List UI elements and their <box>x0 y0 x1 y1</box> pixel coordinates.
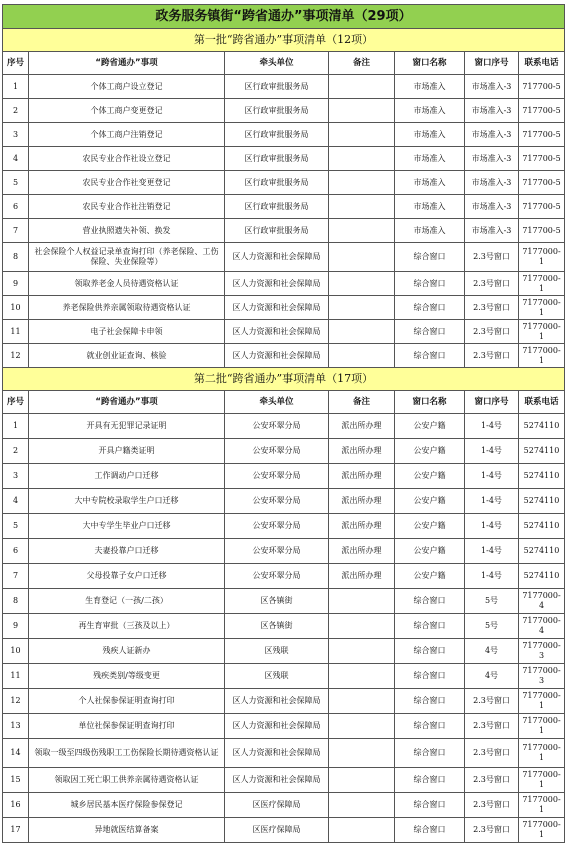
column-header: 联系电话 <box>519 391 565 414</box>
window-name-cell: 公安户籍 <box>395 564 465 589</box>
lead-unit-cell: 公安环翠分局 <box>225 414 329 439</box>
service-item-cell: 就业创业证查询、核验 <box>29 344 225 368</box>
lead-unit-cell: 区行政审批服务局 <box>225 75 329 99</box>
remark-cell <box>329 99 395 123</box>
column-header-row <box>3 52 565 75</box>
serial-number-cell: 11 <box>3 664 29 689</box>
table-row <box>3 793 565 818</box>
lead-unit-cell: 公安环翠分局 <box>225 539 329 564</box>
window-name-cell: 市场准入 <box>395 147 465 171</box>
window-name-cell: 综合窗口 <box>395 296 465 320</box>
table-row <box>3 439 565 464</box>
service-item-cell: 营业执照遗失补领、换发 <box>29 219 225 243</box>
phone-cell: 7177000-1 <box>519 344 565 368</box>
phone-cell: 717700-5 <box>519 195 565 219</box>
phone-cell: 5274110 <box>519 489 565 514</box>
table-row <box>3 414 565 439</box>
lead-unit-cell: 区人力资源和社会保障局 <box>225 344 329 368</box>
remark-cell <box>329 589 395 614</box>
service-item-cell: 领取养老金人员待遇资格认证 <box>29 272 225 296</box>
window-name-cell: 综合窗口 <box>395 714 465 739</box>
serial-number-cell: 10 <box>3 296 29 320</box>
window-name-cell: 综合窗口 <box>395 768 465 793</box>
remark-cell: 派出所办理 <box>329 514 395 539</box>
column-header: 窗口名称 <box>395 391 465 414</box>
service-item-cell: 电子社会保障卡申领 <box>29 320 225 344</box>
window-number-cell: 2.3号窗口 <box>465 272 519 296</box>
window-name-cell: 综合窗口 <box>395 793 465 818</box>
table-row <box>3 739 565 768</box>
serial-number-cell: 6 <box>3 195 29 219</box>
service-item-cell: 领取一级至四级伤残职工工伤保险长期待遇资格认证 <box>29 739 225 768</box>
serial-number-cell: 10 <box>3 639 29 664</box>
remark-cell: 派出所办理 <box>329 539 395 564</box>
service-item-cell: 父母投靠子女户口迁移 <box>29 564 225 589</box>
window-number-cell: 市场准入-3 <box>465 75 519 99</box>
table-row <box>3 714 565 739</box>
document <box>2 4 564 843</box>
window-number-cell: 1-4号 <box>465 464 519 489</box>
table-row <box>3 818 565 843</box>
serial-number-cell: 1 <box>3 414 29 439</box>
service-item-cell: 农民专业合作社设立登记 <box>29 147 225 171</box>
serial-number-cell: 8 <box>3 243 29 272</box>
lead-unit-cell: 区医疗保障局 <box>225 818 329 843</box>
phone-cell: 7177000-1 <box>519 243 565 272</box>
lead-unit-cell: 区行政审批服务局 <box>225 171 329 195</box>
service-item-cell: 残疾类别/等级变更 <box>29 664 225 689</box>
column-header: 备注 <box>329 52 395 75</box>
service-list-table <box>2 4 565 843</box>
remark-cell <box>329 219 395 243</box>
phone-cell: 717700-5 <box>519 147 565 171</box>
window-name-cell: 公安户籍 <box>395 464 465 489</box>
lead-unit-cell: 区行政审批服务局 <box>225 147 329 171</box>
serial-number-cell: 7 <box>3 564 29 589</box>
window-number-cell: 市场准入-3 <box>465 219 519 243</box>
window-number-cell: 2.3号窗口 <box>465 739 519 768</box>
table-row <box>3 243 565 272</box>
phone-cell: 717700-5 <box>519 171 565 195</box>
lead-unit-cell: 公安环翠分局 <box>225 514 329 539</box>
window-number-cell: 1-4号 <box>465 539 519 564</box>
column-header: “跨省通办”事项 <box>29 52 225 75</box>
window-name-cell: 公安户籍 <box>395 489 465 514</box>
table-row <box>3 195 565 219</box>
window-number-cell: 2.3号窗口 <box>465 296 519 320</box>
window-number-cell: 2.3号窗口 <box>465 768 519 793</box>
remark-cell <box>329 75 395 99</box>
remark-cell <box>329 664 395 689</box>
remark-cell: 派出所办理 <box>329 464 395 489</box>
column-header: 联系电话 <box>519 52 565 75</box>
remark-cell <box>329 195 395 219</box>
remark-cell <box>329 320 395 344</box>
remark-cell <box>329 639 395 664</box>
lead-unit-cell: 区人力资源和社会保障局 <box>225 320 329 344</box>
table-row <box>3 639 565 664</box>
phone-cell: 7177000-1 <box>519 793 565 818</box>
remark-cell <box>329 768 395 793</box>
batch-header-row <box>3 29 565 52</box>
phone-cell: 7177000-4 <box>519 589 565 614</box>
service-item-cell: 工作调动户口迁移 <box>29 464 225 489</box>
remark-cell: 派出所办理 <box>329 564 395 589</box>
window-number-cell: 5号 <box>465 589 519 614</box>
window-name-cell: 综合窗口 <box>395 272 465 296</box>
window-number-cell: 2.3号窗口 <box>465 714 519 739</box>
window-number-cell: 2.3号窗口 <box>465 818 519 843</box>
remark-cell <box>329 793 395 818</box>
phone-cell: 5274110 <box>519 514 565 539</box>
lead-unit-cell: 公安环翠分局 <box>225 464 329 489</box>
serial-number-cell: 17 <box>3 818 29 843</box>
lead-unit-cell: 区行政审批服务局 <box>225 99 329 123</box>
service-item-cell: 残疾人证新办 <box>29 639 225 664</box>
column-header: 序号 <box>3 52 29 75</box>
window-name-cell: 综合窗口 <box>395 243 465 272</box>
window-number-cell: 市场准入-3 <box>465 147 519 171</box>
table-row <box>3 489 565 514</box>
serial-number-cell: 7 <box>3 219 29 243</box>
phone-cell: 5274110 <box>519 564 565 589</box>
window-number-cell: 5号 <box>465 614 519 639</box>
window-name-cell: 综合窗口 <box>395 589 465 614</box>
remark-cell <box>329 739 395 768</box>
service-item-cell: 养老保险供养亲属领取待遇资格认证 <box>29 296 225 320</box>
window-number-cell: 2.3号窗口 <box>465 793 519 818</box>
serial-number-cell: 13 <box>3 714 29 739</box>
table-row <box>3 589 565 614</box>
column-header: 窗口名称 <box>395 52 465 75</box>
phone-cell: 717700-5 <box>519 123 565 147</box>
window-number-cell: 市场准入-3 <box>465 195 519 219</box>
remark-cell <box>329 147 395 171</box>
column-header: “跨省通办”事项 <box>29 391 225 414</box>
remark-cell <box>329 171 395 195</box>
batch-title: 第二批“跨省通办”事项清单（17项） <box>3 368 565 391</box>
serial-number-cell: 15 <box>3 768 29 793</box>
serial-number-cell: 11 <box>3 320 29 344</box>
service-item-cell: 领取因工死亡职工供养亲属待遇资格认证 <box>29 768 225 793</box>
lead-unit-cell: 区人力资源和社会保障局 <box>225 296 329 320</box>
phone-cell: 717700-5 <box>519 99 565 123</box>
table-row <box>3 564 565 589</box>
service-item-cell: 社会保险个人权益记录单查询打印（养老保险、工伤保险、失业保险等） <box>29 243 225 272</box>
service-item-cell: 开具户籍类证明 <box>29 439 225 464</box>
window-number-cell: 4号 <box>465 639 519 664</box>
lead-unit-cell: 公安环翠分局 <box>225 439 329 464</box>
lead-unit-cell: 公安环翠分局 <box>225 564 329 589</box>
phone-cell: 7177000-1 <box>519 272 565 296</box>
column-header: 牵头单位 <box>225 52 329 75</box>
phone-cell: 5274110 <box>519 464 565 489</box>
column-header: 序号 <box>3 391 29 414</box>
lead-unit-cell: 区人力资源和社会保障局 <box>225 739 329 768</box>
serial-number-cell: 16 <box>3 793 29 818</box>
table-row <box>3 123 565 147</box>
table-row <box>3 147 565 171</box>
window-number-cell: 2.3号窗口 <box>465 344 519 368</box>
phone-cell: 5274110 <box>519 539 565 564</box>
window-number-cell: 2.3号窗口 <box>465 243 519 272</box>
table-row <box>3 664 565 689</box>
remark-cell <box>329 272 395 296</box>
serial-number-cell: 3 <box>3 464 29 489</box>
serial-number-cell: 2 <box>3 99 29 123</box>
table-row <box>3 296 565 320</box>
remark-cell <box>329 123 395 147</box>
serial-number-cell: 9 <box>3 272 29 296</box>
window-name-cell: 市场准入 <box>395 123 465 147</box>
table-row <box>3 75 565 99</box>
serial-number-cell: 6 <box>3 539 29 564</box>
remark-cell: 派出所办理 <box>329 439 395 464</box>
window-number-cell: 市场准入-3 <box>465 99 519 123</box>
window-number-cell: 1-4号 <box>465 514 519 539</box>
batch-header-row <box>3 368 565 391</box>
phone-cell: 7177000-1 <box>519 818 565 843</box>
batch-title: 第一批“跨省通办”事项清单（12项） <box>3 29 565 52</box>
column-header: 窗口序号 <box>465 391 519 414</box>
remark-cell <box>329 689 395 714</box>
window-name-cell: 市场准入 <box>395 219 465 243</box>
remark-cell: 派出所办理 <box>329 489 395 514</box>
service-item-cell: 单位社保参保证明查询打印 <box>29 714 225 739</box>
window-name-cell: 综合窗口 <box>395 320 465 344</box>
service-item-cell: 个体工商户变更登记 <box>29 99 225 123</box>
phone-cell: 7177000-4 <box>519 614 565 639</box>
window-name-cell: 综合窗口 <box>395 739 465 768</box>
column-header-row <box>3 391 565 414</box>
lead-unit-cell: 区人力资源和社会保障局 <box>225 243 329 272</box>
phone-cell: 5274110 <box>519 439 565 464</box>
window-number-cell: 1-4号 <box>465 439 519 464</box>
service-item-cell: 开具有无犯罪记录证明 <box>29 414 225 439</box>
lead-unit-cell: 区残联 <box>225 664 329 689</box>
remark-cell <box>329 818 395 843</box>
table-row <box>3 539 565 564</box>
column-header: 备注 <box>329 391 395 414</box>
phone-cell: 7177000-1 <box>519 768 565 793</box>
lead-unit-cell: 区残联 <box>225 639 329 664</box>
lead-unit-cell: 区人力资源和社会保障局 <box>225 689 329 714</box>
phone-cell: 7177000-3 <box>519 639 565 664</box>
phone-cell: 7177000-1 <box>519 714 565 739</box>
window-name-cell: 综合窗口 <box>395 614 465 639</box>
window-name-cell: 市场准入 <box>395 99 465 123</box>
service-item-cell: 个人社保参保证明查询打印 <box>29 689 225 714</box>
window-name-cell: 综合窗口 <box>395 664 465 689</box>
serial-number-cell: 4 <box>3 489 29 514</box>
table-row <box>3 320 565 344</box>
window-name-cell: 公安户籍 <box>395 414 465 439</box>
remark-cell <box>329 714 395 739</box>
table-row <box>3 689 565 714</box>
serial-number-cell: 14 <box>3 739 29 768</box>
window-name-cell: 公安户籍 <box>395 514 465 539</box>
phone-cell: 7177000-1 <box>519 739 565 768</box>
window-number-cell: 市场准入-3 <box>465 171 519 195</box>
service-item-cell: 农民专业合作社变更登记 <box>29 171 225 195</box>
serial-number-cell: 4 <box>3 147 29 171</box>
lead-unit-cell: 区行政审批服务局 <box>225 219 329 243</box>
lead-unit-cell: 区人力资源和社会保障局 <box>225 272 329 296</box>
window-name-cell: 市场准入 <box>395 195 465 219</box>
serial-number-cell: 8 <box>3 589 29 614</box>
window-number-cell: 1-4号 <box>465 414 519 439</box>
phone-cell: 7177000-1 <box>519 296 565 320</box>
remark-cell <box>329 243 395 272</box>
column-header: 窗口序号 <box>465 52 519 75</box>
remark-cell <box>329 296 395 320</box>
phone-cell: 7177000-1 <box>519 689 565 714</box>
remark-cell: 派出所办理 <box>329 414 395 439</box>
lead-unit-cell: 区医疗保障局 <box>225 793 329 818</box>
serial-number-cell: 9 <box>3 614 29 639</box>
window-name-cell: 市场准入 <box>395 75 465 99</box>
lead-unit-cell: 区人力资源和社会保障局 <box>225 768 329 793</box>
serial-number-cell: 2 <box>3 439 29 464</box>
lead-unit-cell: 区行政审批服务局 <box>225 123 329 147</box>
serial-number-cell: 5 <box>3 514 29 539</box>
table-row <box>3 614 565 639</box>
phone-cell: 717700-5 <box>519 75 565 99</box>
window-name-cell: 综合窗口 <box>395 344 465 368</box>
serial-number-cell: 12 <box>3 344 29 368</box>
window-name-cell: 综合窗口 <box>395 689 465 714</box>
service-item-cell: 个体工商户注销登记 <box>29 123 225 147</box>
phone-cell: 5274110 <box>519 414 565 439</box>
phone-cell: 7177000-1 <box>519 320 565 344</box>
window-number-cell: 市场准入-3 <box>465 123 519 147</box>
serial-number-cell: 3 <box>3 123 29 147</box>
lead-unit-cell: 区人力资源和社会保障局 <box>225 714 329 739</box>
phone-cell: 7177000-3 <box>519 664 565 689</box>
document-title: 政务服务镇街“跨省通办”事项清单（29项） <box>3 5 565 29</box>
window-name-cell: 综合窗口 <box>395 639 465 664</box>
service-item-cell: 生育登记（一孩/二孩） <box>29 589 225 614</box>
service-item-cell: 再生育审批（三孩及以上） <box>29 614 225 639</box>
phone-cell: 717700-5 <box>519 219 565 243</box>
table-row <box>3 99 565 123</box>
service-item-cell: 异地就医结算备案 <box>29 818 225 843</box>
table-row <box>3 272 565 296</box>
service-item-cell: 大中专学生毕业户口迁移 <box>29 514 225 539</box>
table-row <box>3 344 565 368</box>
window-name-cell: 市场准入 <box>395 171 465 195</box>
window-number-cell: 1-4号 <box>465 564 519 589</box>
column-header: 牵头单位 <box>225 391 329 414</box>
lead-unit-cell: 区行政审批服务局 <box>225 195 329 219</box>
table-row <box>3 464 565 489</box>
service-item-cell: 农民专业合作社注销登记 <box>29 195 225 219</box>
window-name-cell: 综合窗口 <box>395 818 465 843</box>
window-number-cell: 2.3号窗口 <box>465 320 519 344</box>
title-row <box>3 5 565 29</box>
remark-cell <box>329 614 395 639</box>
service-item-cell: 大中专院校录取学生户口迁移 <box>29 489 225 514</box>
service-item-cell: 夫妻投靠户口迁移 <box>29 539 225 564</box>
serial-number-cell: 12 <box>3 689 29 714</box>
window-name-cell: 公安户籍 <box>395 539 465 564</box>
window-number-cell: 4号 <box>465 664 519 689</box>
serial-number-cell: 5 <box>3 171 29 195</box>
service-item-cell: 城乡居民基本医疗保险参保登记 <box>29 793 225 818</box>
window-name-cell: 公安户籍 <box>395 439 465 464</box>
table-row <box>3 171 565 195</box>
lead-unit-cell: 区各镇街 <box>225 614 329 639</box>
table-row <box>3 219 565 243</box>
remark-cell <box>329 344 395 368</box>
serial-number-cell: 1 <box>3 75 29 99</box>
window-number-cell: 1-4号 <box>465 489 519 514</box>
lead-unit-cell: 区各镇街 <box>225 589 329 614</box>
table-row <box>3 514 565 539</box>
table-row <box>3 768 565 793</box>
window-number-cell: 2.3号窗口 <box>465 689 519 714</box>
service-item-cell: 个体工商户设立登记 <box>29 75 225 99</box>
lead-unit-cell: 公安环翠分局 <box>225 489 329 514</box>
